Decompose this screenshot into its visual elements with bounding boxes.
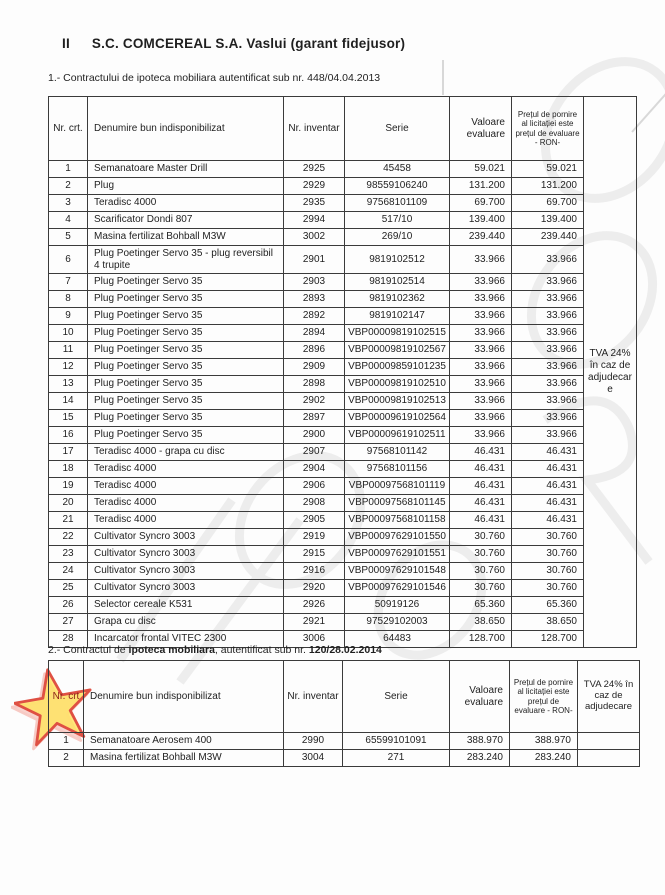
cell-valoare: 59.021 [450,161,512,178]
cell-denumire: Teradisc 4000 [88,195,284,212]
cell-serie: 97568101109 [345,195,450,212]
cell-pret: 46.431 [512,444,584,461]
header-pret: Prețul de pornire al licitației este prețul de evaluare - RON- [512,97,584,161]
table-row [49,512,584,529]
contract1-heading: 1.- Contractului de ipoteca mobiliara autentificat sub nr. 448/04.04.2013 [48,72,381,84]
cell-valoare: 69.700 [450,195,512,212]
cell-pret: 65.360 [512,597,584,614]
cell-nr: 12 [49,359,88,376]
table-row [49,229,584,246]
cell-nr: 15 [49,410,88,427]
table-row [49,444,584,461]
cell-valoare: 131.200 [450,178,512,195]
cell-pret: 33.966 [512,359,584,376]
table-row [49,161,584,178]
cell-serie: VBP00097629101550 [345,529,450,546]
table-row [49,529,584,546]
cell-valoare: 128.700 [450,631,512,648]
cell-denumire: Plug [88,178,284,195]
table-row [49,461,584,478]
cell-denumire: Plug Poetinger Servo 35 [88,308,284,325]
cell-serie: VBP00097629101546 [345,580,450,597]
cell-inventar: 3002 [284,229,345,246]
cell-pret: 128.700 [512,631,584,648]
cell-valoare: 46.431 [450,461,512,478]
cell-nr: 5 [49,229,88,246]
cell-denumire: Incarcator frontal VITEC 2300 [88,631,284,648]
header-inventar: Nr. inventar [284,97,345,161]
cell-inventar: 2898 [284,376,345,393]
contract1-table-wrap [48,96,637,648]
cell-nr: 26 [49,597,88,614]
cell-inventar: 2915 [284,546,345,563]
cell-denumire: Plug Poetinger Servo 35 [88,325,284,342]
contract2-heading-bold1: ipoteca mobiliara [128,644,215,656]
cell-denumire: Cultivator Syncro 3003 [88,563,284,580]
cell-pret: 33.966 [512,308,584,325]
cell-serie: VBP00009619102511 [345,427,450,444]
cell-pret: 239.440 [512,229,584,246]
cell-nr: 14 [49,393,88,410]
cell-pret: 33.966 [512,274,584,291]
table-row [49,478,584,495]
cell-nr: 24 [49,563,88,580]
cell-valoare: 30.760 [450,546,512,563]
cell-serie: VBP00009819102513 [345,393,450,410]
table-row [49,733,640,750]
cell-nr: 2 [49,750,84,767]
cell-denumire: Plug Poetinger Servo 35 [88,376,284,393]
cell-inventar: 2904 [284,461,345,478]
cell-pret: 69.700 [512,195,584,212]
cell-pret: 46.431 [512,478,584,495]
header-row [49,661,640,733]
cell-pret: 30.760 [512,529,584,546]
contract1-table-head [49,97,584,161]
table-row [49,246,584,274]
cell-nr: 25 [49,580,88,597]
cell-valoare: 46.431 [450,512,512,529]
cell-pret: 33.966 [512,393,584,410]
cell-inventar: 2900 [284,427,345,444]
cell-inventar: 2920 [284,580,345,597]
header-denumire: Denumire bun indisponibilizat [84,661,284,733]
cell-inventar: 2903 [284,274,345,291]
cell-valoare: 33.966 [450,393,512,410]
cell-nr: 16 [49,427,88,444]
cell-inventar: 2905 [284,512,345,529]
cell-inventar: 2908 [284,495,345,512]
table-row [49,178,584,195]
cell-denumire: Semanatoare Aerosem 400 [84,733,284,750]
cell-valoare: 33.966 [450,410,512,427]
cell-pret: 38.650 [512,614,584,631]
cell-nr: 17 [49,444,88,461]
cell-serie: 45458 [345,161,450,178]
cell-denumire: Plug Poetinger Servo 35 [88,342,284,359]
table-row [49,750,640,767]
cell-denumire: Plug Poetinger Servo 35 [88,427,284,444]
header-serie: Serie [345,97,450,161]
cell-nr: 20 [49,495,88,512]
header-valoare: Valoare evaluare [450,661,510,733]
cell-valoare: 65.360 [450,597,512,614]
cell-valoare: 33.966 [450,291,512,308]
cell-serie: 271 [343,750,450,767]
cell-inventar: 3006 [284,631,345,648]
cell-valoare: 38.650 [450,614,512,631]
cell-inventar: 2919 [284,529,345,546]
cell-tva [578,750,640,767]
cell-valoare: 33.966 [450,274,512,291]
cell-nr: 19 [49,478,88,495]
cell-denumire: Plug Poetinger Servo 35 - plug reversibil 4 trupite [88,246,284,274]
cell-denumire: Teradisc 4000 [88,478,284,495]
cell-nr: 22 [49,529,88,546]
cell-serie: VBP00097629101548 [345,563,450,580]
cell-serie: VBP00097568101119 [345,478,450,495]
cell-pret: 33.966 [512,410,584,427]
cell-serie: VBP00097568101145 [345,495,450,512]
header-pret: Prețul de pornire al licitației este prețul de evaluare - RON- [510,661,578,733]
contract1-table [48,96,584,648]
cell-serie: 9819102362 [345,291,450,308]
cell-inventar: 2916 [284,563,345,580]
cell-serie: 64483 [345,631,450,648]
cell-inventar: 2990 [284,733,343,750]
header-valoare: Valoare evaluare [450,97,512,161]
contract2-heading-bold2: 120/28.02.2014 [308,644,382,656]
document-title [62,36,405,51]
table-row [49,393,584,410]
cell-inventar: 2894 [284,325,345,342]
cell-serie: 9819102514 [345,274,450,291]
cell-valoare: 30.760 [450,563,512,580]
cell-valoare: 33.966 [450,308,512,325]
contract1-table-body [49,161,584,648]
cell-denumire: Cultivator Syncro 3003 [88,546,284,563]
cell-inventar: 2935 [284,195,345,212]
cell-nr: 1 [49,733,84,750]
cell-denumire: Plug Poetinger Servo 35 [88,359,284,376]
cell-denumire: Semanatoare Master Drill [88,161,284,178]
cell-denumire: Plug Poetinger Servo 35 [88,393,284,410]
cell-inventar: 2994 [284,212,345,229]
title-text: S.C. COMCEREAL S.A. Vaslui (garant fidejusor) [91,36,406,51]
cell-serie: 97529102003 [345,614,450,631]
cell-inventar: 2892 [284,308,345,325]
cell-serie: VBP00097629101551 [345,546,450,563]
cell-denumire: Teradisc 4000 [88,495,284,512]
header-denumire: Denumire bun indisponibilizat [88,97,284,161]
cell-pret: 33.966 [512,427,584,444]
table-row [49,291,584,308]
cell-pret: 388.970 [510,733,578,750]
cell-denumire: Masina fertilizat Bohball M3W [84,750,284,767]
cell-inventar: 2925 [284,161,345,178]
cell-tva [578,733,640,750]
cell-serie: 9819102147 [345,308,450,325]
cell-inventar: 2926 [284,597,345,614]
contract2-heading [48,644,382,656]
cell-nr: 1 [49,161,88,178]
cell-inventar: 2909 [284,359,345,376]
cell-pret: 139.400 [512,212,584,229]
cell-denumire: Teradisc 4000 - grapa cu disc [88,444,284,461]
table-row [49,325,584,342]
contract2-table-body [49,733,640,767]
cell-valoare: 388.970 [450,733,510,750]
cell-serie: 9819102512 [345,246,450,274]
cell-pret: 46.431 [512,461,584,478]
cell-pret: 46.431 [512,512,584,529]
cell-pret: 30.760 [512,563,584,580]
cell-denumire: Plug Poetinger Servo 35 [88,274,284,291]
cell-nr: 7 [49,274,88,291]
cell-valoare: 46.431 [450,478,512,495]
contract2-table-head [49,661,640,733]
cell-serie: 65599101091 [343,733,450,750]
cell-valoare: 139.400 [450,212,512,229]
cell-serie: VBP00009819102510 [345,376,450,393]
cell-nr: 6 [49,246,88,274]
table-row [49,212,584,229]
table-row [49,580,584,597]
cell-valoare: 283.240 [450,750,510,767]
cell-denumire: Teradisc 4000 [88,461,284,478]
contract2-heading-prefix: 2.- Contractul de [48,644,129,656]
cell-nr: 18 [49,461,88,478]
cell-pret: 283.240 [510,750,578,767]
cell-nr: 2 [49,178,88,195]
contract2-heading-mid: , autentificat sub nr. [214,644,309,656]
cell-nr: 27 [49,614,88,631]
cell-serie: VBP00009819102567 [345,342,450,359]
cell-serie: 97568101156 [345,461,450,478]
cell-nr: 23 [49,546,88,563]
table-row [49,308,584,325]
cell-inventar: 3004 [284,750,343,767]
cell-denumire: Plug Poetinger Servo 35 [88,410,284,427]
table-row [49,597,584,614]
table-row [49,563,584,580]
cell-valoare: 33.966 [450,376,512,393]
cell-serie: 97568101142 [345,444,450,461]
header-serie: Serie [343,661,450,733]
cell-inventar: 2906 [284,478,345,495]
table-row [49,427,584,444]
cell-denumire: Selector cereale K531 [88,597,284,614]
cell-nr: 10 [49,325,88,342]
cell-valoare: 239.440 [450,229,512,246]
cell-nr: 4 [49,212,88,229]
cell-valoare: 33.966 [450,427,512,444]
cell-valoare: 30.760 [450,529,512,546]
tva-note: TVA 24% în caz de adjudecare [583,96,637,648]
header-tva: TVA 24% în caz de adjudecare [578,661,640,733]
cell-pret: 33.966 [512,342,584,359]
cell-denumire: Grapa cu disc [88,614,284,631]
table-row [49,546,584,563]
cell-valoare: 30.760 [450,580,512,597]
cell-inventar: 2896 [284,342,345,359]
cell-pret: 33.966 [512,246,584,274]
cell-nr: 9 [49,308,88,325]
cell-inventar: 2897 [284,410,345,427]
header-nr-crt: Nr. crt [49,661,84,733]
cell-valoare: 46.431 [450,495,512,512]
cell-valoare: 33.966 [450,342,512,359]
cell-valoare: 33.966 [450,246,512,274]
cell-pret: 131.200 [512,178,584,195]
cell-inventar: 2929 [284,178,345,195]
cell-pret: 59.021 [512,161,584,178]
cell-denumire: Cultivator Syncro 3003 [88,529,284,546]
cell-denumire: Scarificator Dondi 807 [88,212,284,229]
table-row [49,342,584,359]
cell-nr: 3 [49,195,88,212]
cell-inventar: 2901 [284,246,345,274]
header-row [49,97,584,161]
contract2-table [48,660,640,767]
cell-serie: VBP00009819102515 [345,325,450,342]
cell-serie: VBP00009619102564 [345,410,450,427]
cell-valoare: 46.431 [450,444,512,461]
table-row [49,359,584,376]
table-row [49,274,584,291]
cell-inventar: 2907 [284,444,345,461]
cell-nr: 11 [49,342,88,359]
cell-pret: 30.760 [512,580,584,597]
table-row [49,614,584,631]
table-row [49,195,584,212]
cell-serie: 517/10 [345,212,450,229]
cell-valoare: 33.966 [450,325,512,342]
cell-serie: 98559106240 [345,178,450,195]
cell-denumire: Plug Poetinger Servo 35 [88,291,284,308]
cell-serie: 269/10 [345,229,450,246]
table-row [49,495,584,512]
cell-nr: 8 [49,291,88,308]
cell-serie: VBP00097568101158 [345,512,450,529]
title-index: II [62,36,70,51]
cell-pret: 33.966 [512,291,584,308]
cell-inventar: 2893 [284,291,345,308]
cell-inventar: 2902 [284,393,345,410]
cell-pret: 33.966 [512,376,584,393]
cell-nr: 28 [49,631,88,648]
cell-nr: 21 [49,512,88,529]
header-inventar: Nr. inventar [284,661,343,733]
cell-inventar: 2921 [284,614,345,631]
cell-valoare: 33.966 [450,359,512,376]
table-row [49,410,584,427]
cell-pret: 46.431 [512,495,584,512]
header-nr-crt: Nr. crt. [49,97,88,161]
cell-pret: 33.966 [512,325,584,342]
table-row [49,376,584,393]
cell-denumire: Teradisc 4000 [88,512,284,529]
cell-pret: 30.760 [512,546,584,563]
cell-denumire: Cultivator Syncro 3003 [88,580,284,597]
cell-serie: VBP00009859101235 [345,359,450,376]
cell-nr: 13 [49,376,88,393]
cell-denumire: Masina fertilizat Bohball M3W [88,229,284,246]
cell-serie: 50919126 [345,597,450,614]
contract2-table-wrap [48,660,640,767]
